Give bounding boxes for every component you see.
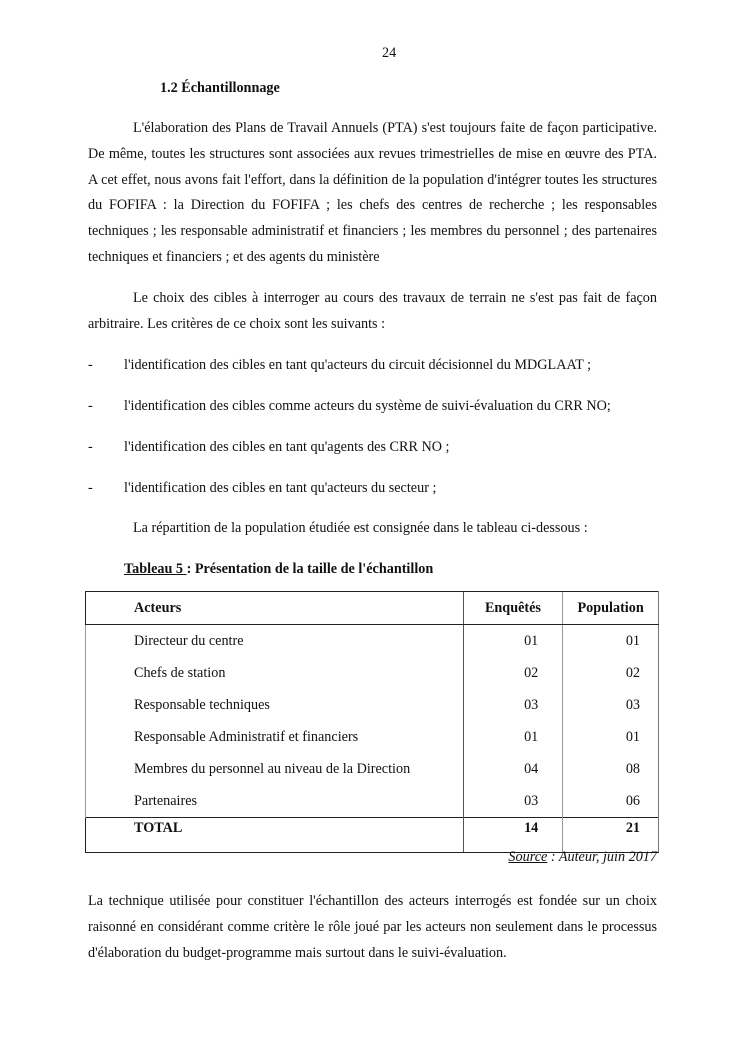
source-label: Source — [508, 849, 548, 865]
cell-enquetes: 02 — [463, 657, 563, 689]
cell-enquetes: 03 — [463, 785, 563, 818]
cell-population: 08 — [563, 753, 659, 785]
source-text: : Auteur, juin 2017 — [547, 849, 657, 865]
bullet-text: l'identification des cibles en tant qu'acteurs du secteur ; — [124, 480, 437, 496]
total-enquetes: 14 — [463, 818, 563, 853]
table-row — [86, 753, 659, 785]
paragraph-1-text: L'élaboration des Plans de Travail Annuels (PTA) s'est toujours faite de façon participative. De même, toutes les structures sont associées aux revues trimestrielles de mise en œuvre des PTA. A cet effet, nous avons fait l'effort, dans la définition de la population d'intégrer toutes les structures du FOFIFA : la Direction du FOFIFA ; les chefs des centres de recherche ; les responsables techniques ; les responsable administratif et financiers ; les membres du personnel ; des partenaires techniques et financiers ; et des agents du ministère — [88, 120, 657, 265]
cell-acteur: Membres du personnel au niveau de la Direction — [86, 753, 464, 785]
bullet-text: l'identification des cibles comme acteurs du système de suivi-évaluation du CRR NO; — [124, 398, 611, 414]
paragraph-4: La technique utilisée pour constituer l'échantillon des acteurs interrogés est fondée sur un choix raisonné en considérant comme critère le rôle joué par les acteurs non seulement dans le processus d'élaboration du budget-programme mais surtout dans le suivi-évaluation. — [88, 893, 657, 961]
cell-enquetes: 01 — [463, 721, 563, 753]
cell-population: 06 — [563, 785, 659, 818]
cell-acteur: Directeur du centre — [86, 625, 464, 658]
cell-population: 02 — [563, 657, 659, 689]
cell-enquetes: 04 — [463, 753, 563, 785]
paragraph-2 — [88, 286, 657, 338]
header-acteurs: Acteurs — [86, 592, 464, 625]
table-header-row — [86, 592, 659, 625]
table-row — [86, 625, 659, 658]
table-row — [86, 689, 659, 721]
section-heading: 1.2 Échantillonnage — [160, 80, 280, 96]
header-enquetes: Enquêtés — [463, 592, 563, 625]
paragraph-1 — [88, 116, 657, 271]
header-population: Population — [563, 592, 659, 625]
cell-acteur: Responsable techniques — [86, 689, 464, 721]
cell-population: 03 — [563, 689, 659, 721]
total-population: 21 — [563, 818, 659, 853]
table-caption-title: : Présentation de la taille de l'échantillon — [186, 561, 434, 577]
cell-acteur: Chefs de station — [86, 657, 464, 689]
bullet-dash: - — [88, 398, 93, 414]
table-row — [86, 785, 659, 818]
bullet-dash: - — [88, 439, 93, 455]
total-label: TOTAL — [86, 818, 464, 853]
cell-population: 01 — [563, 625, 659, 658]
cell-enquetes: 03 — [463, 689, 563, 721]
bullet-text: l'identification des cibles en tant qu'acteurs du circuit décisionnel du MDGLAAT ; — [124, 357, 592, 373]
bullet-dash: - — [88, 357, 93, 373]
paragraph-3: La répartition de la population étudiée est consignée dans le tableau ci-dessous : — [133, 520, 588, 536]
paragraph-2-text: Le choix des cibles à interroger au cours des travaux de terrain ne s'est pas fait de façon arbitraire. Les critères de ce choix sont les suivants : — [88, 290, 657, 332]
page-number: 24 — [382, 45, 397, 61]
bullet-dash: - — [88, 480, 93, 496]
cell-acteur: Responsable Administratif et financiers — [86, 721, 464, 753]
table-row — [86, 721, 659, 753]
sample-size-table — [85, 591, 659, 853]
table-row — [86, 657, 659, 689]
cell-enquetes: 01 — [463, 625, 563, 658]
cell-population: 01 — [563, 721, 659, 753]
table-total-row — [86, 818, 659, 853]
cell-acteur: Partenaires — [86, 785, 464, 818]
table-caption-label: Tableau 5 — [124, 561, 187, 577]
table-source — [508, 849, 657, 866]
bullet-text: l'identification des cibles en tant qu'agents des CRR NO ; — [124, 439, 450, 455]
table-caption — [124, 561, 433, 578]
